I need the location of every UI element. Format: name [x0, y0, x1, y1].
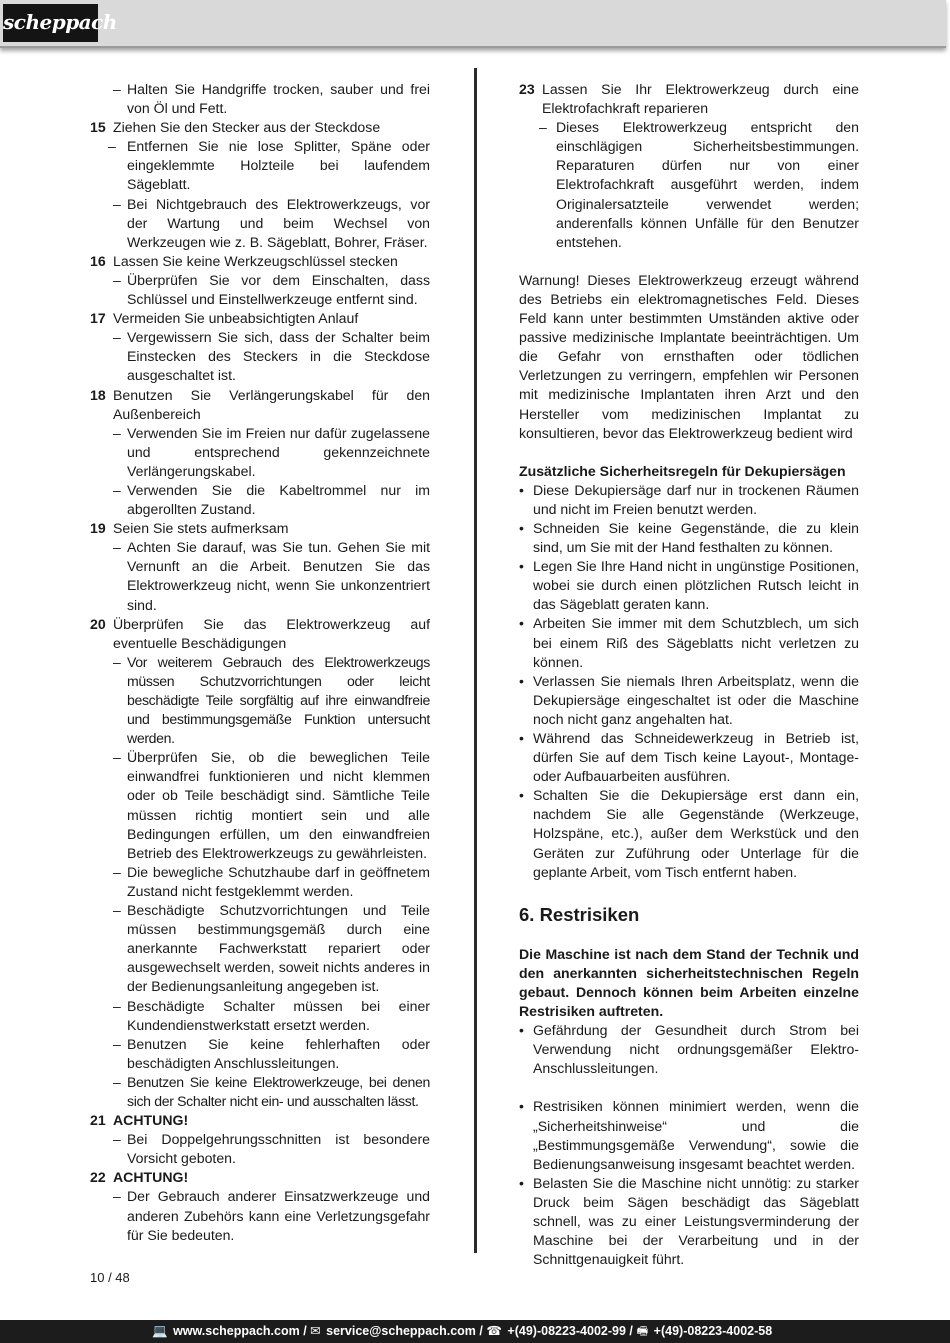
- dash-marker: –: [539, 119, 547, 136]
- list-item-23: [519, 80, 859, 118]
- section-intro: Die Maschine ist nach dem Stand der Technik und den anerkannten sicherheitstechnischen Regeln gebaut. Dennoch können beim Arbeiten einzelne Restrisiken auftreten.: [519, 945, 859, 1020]
- left-column: [90, 80, 430, 1245]
- emf-warning: Warnung! Dieses Elektrowerkzeug erzeugt während des Betriebs ein elektromagnetisches Feld. Dieses Feld kann unter bestimmten Umständen aktive oder passive medizinische Implantate beeinträchtigen. Um die Gefahr von ernsthaften oder tödlichen Verletzungen zu verringern, empfehlen wir Personen mit medizinische Implantaten ihren Arzt und den Hersteller vom medizinischen Implantat zu konsultieren, bevor das Elektrowerkzeug bedient wird: [519, 271, 859, 441]
- list-subitem: – Die bewegliche Schutzhaube darf in geöffnetem Zustand nicht festgeklemmt werden.: [113, 863, 430, 899]
- dash-marker: –: [113, 1035, 121, 1052]
- list-subitem: – Vor weiterem Gebrauch des Elektrowerkzeugs müssen Schutzvorrichtungen oder leicht beschädigte Teile sorgfältig auf ihre einwandfreie und bestimmungsgemäße Funktion untersucht werden.: [113, 653, 430, 747]
- page-number: 10 / 48: [90, 1270, 130, 1285]
- list-item-18: [90, 386, 430, 424]
- item-title: Benutzen Sie Verlängerungskabel für den Außenbereich: [113, 386, 430, 422]
- item-number: 18: [90, 386, 106, 403]
- list-subitem: – Überprüfen Sie, ob die beweglichen Teile einwandfrei funktionieren und nicht klemmen oder ob Teile beschädigt sind. Sämtliche Teile müssen richtig montiert sein und alle Bedingungen erfüllen, um den einwandfreien Betrieb des Elektrowerkzeugs zu gewährleisten.: [113, 749, 430, 861]
- list-subitem: – Entfernen Sie nie lose Splitter, Späne oder eingeklemmte Holzteile bei laufendem Sägeblatt.: [108, 138, 430, 193]
- dash-marker: –: [113, 749, 121, 766]
- dash-marker: –: [113, 1188, 121, 1205]
- list-item-17: [90, 309, 430, 328]
- scheppach-logo: scheppach: [3, 4, 98, 42]
- list-item: • Schalten Sie die Dekupiersäge erst dann ein, nachdem Sie alle Gegenstände (Werkzeuge, Holzspäne, etc.), außer dem Werkstück und den Geräten zur Zuführung oder Unterlage für die geplante Arbeit, vom Tisch entfernt haben.: [519, 787, 859, 880]
- dash-marker: –: [113, 81, 121, 97]
- list-subitem: – Benutzen Sie keine fehlerhaften oder beschädigten Anschlussleitungen.: [113, 1035, 430, 1071]
- column-divider: [474, 68, 477, 1253]
- dash-marker: –: [113, 329, 121, 346]
- list-subitem: – Achten Sie darauf, was Sie tun. Gehen Sie mit Vernunft an die Arbeit. Benutzen Sie das Elektrowerkzeug nicht, wenn Sie unkonzentriert sind.: [113, 539, 430, 613]
- list-item: • Diese Dekupiersäge darf nur in trockenen Räumen und nicht im Freien benutzt werden.: [519, 481, 859, 517]
- list-subitem: – Verwenden Sie im Freien nur dafür zugelassene und entsprechend gekennzeichnete Verlängerungskabel.: [113, 424, 430, 479]
- fax-icon: 🖷: [636, 1324, 649, 1338]
- item-title: Vermeiden Sie unbeabsichtigten Anlauf: [113, 310, 359, 327]
- dash-marker: –: [108, 138, 116, 155]
- item-number: 21: [90, 1112, 106, 1129]
- phone-icon: ☎: [486, 1324, 502, 1338]
- list-item: • Verlassen Sie niemals Ihren Arbeitsplatz, wenn die Dekupiersäge eingeschaltet ist oder die Maschine noch nicht ganz angehalten hat.: [519, 672, 859, 727]
- dash-marker: –: [113, 1131, 121, 1148]
- list-item-15: [90, 118, 430, 137]
- dash-marker: –: [113, 271, 121, 288]
- item-title: Lassen Sie Ihr Elektrowerkzeug durch eine Elektrofachkraft reparieren: [542, 81, 859, 117]
- item-title: Lassen Sie keine Werkzeugschlüssel stecken: [113, 252, 398, 269]
- fax-number: +(49)-08223-4002-58: [653, 1324, 773, 1338]
- dash-marker: –: [113, 653, 121, 670]
- item-title: Seien Sie stets aufmerksam: [113, 520, 289, 537]
- list-subitem: – Beschädigte Schalter müssen bei einer Kundendienstwerkstatt ersetzt werden.: [113, 997, 430, 1033]
- list-item-21: [90, 1111, 430, 1130]
- list-item-19: [90, 519, 430, 538]
- list-subitem: – Der Gebrauch anderer Einsatzwerkzeuge und anderen Zubehörs kann eine Verletzungsgefahr für Sie bedeuten.: [113, 1188, 430, 1243]
- list-item: • Schneiden Sie keine Gegenstände, die zu klein sind, um Sie mit der Hand festhalten zu können.: [519, 519, 859, 556]
- list-subitem: – Bei Nichtgebrauch des Elektrowerkzeugs, vor der Wartung und beim Wechsel von Werkzeugen wie z. B. Sägeblatt, Bohrer, Fräser.: [113, 195, 430, 250]
- list-item: • Restrisiken können minimiert werden, wenn die „Sicherheitshinweise“ und die „Bestimmungsgemäße Verwendung“, sowie die Bedienungsanweisung insgesamt beachtet werden.: [519, 1098, 859, 1172]
- list-item-22: [90, 1168, 430, 1187]
- email-link[interactable]: service@scheppach.com: [326, 1324, 476, 1338]
- item-title: Ziehen Sie den Stecker aus der Steckdose: [113, 119, 381, 136]
- dash-marker: –: [113, 863, 121, 880]
- list-item: • Arbeiten Sie immer mit dem Schutzblech, um sich bei einem Riß des Sägeblatts nicht verletzen zu können.: [519, 615, 859, 670]
- list-subitem: – Benutzen Sie keine Elektrowerkzeuge, bei denen sich der Schalter nicht ein- und ausschalten lässt.: [113, 1073, 430, 1109]
- item-title: ACHTUNG!: [113, 1112, 189, 1129]
- website-link[interactable]: www.scheppach.com: [173, 1324, 300, 1338]
- section-heading: 6. Restrisiken: [519, 903, 640, 925]
- item-number: 19: [90, 520, 106, 537]
- dash-marker: –: [113, 195, 121, 212]
- item-number: 20: [90, 615, 106, 632]
- item-title: Überprüfen Sie das Elektrowerkzeug auf eventuelle Beschädigungen: [113, 615, 430, 651]
- list-subitem: – Vergewissern Sie sich, dass der Schalter beim Einstecken des Steckers in die Steckdose ausgeschaltet ist.: [113, 329, 430, 384]
- item-number: 15: [90, 119, 106, 136]
- list-item-16: [90, 252, 430, 271]
- item-number: 17: [90, 310, 106, 327]
- item-number: 23: [519, 81, 535, 97]
- page-header: [0, 0, 946, 48]
- dash-marker: –: [113, 539, 121, 556]
- phone-number: +(49)-08223-4002-99: [507, 1324, 626, 1338]
- item-number: 22: [90, 1169, 106, 1186]
- list-item: • Belasten Sie die Maschine nicht unnötig: zu starker Druck beim Sägen beschädigt das Sägeblatt schnell, was zu einer Leistungsverminderung der Maschine bei der Verarbeitung und in der Schnittgenauigkeit führt.: [519, 1174, 859, 1268]
- right-column: [519, 80, 859, 1269]
- list-subitem: – Überprüfen Sie vor dem Einschalten, dass Schlüssel und Einstellwerkzeuge entfernt sind.: [113, 271, 430, 308]
- list-item: • Während das Schneidewerkzeug in Betrieb ist, dürfen Sie auf dem Tisch keine Layout-, Montage- oder Aufbauarbeiten ausführen.: [519, 730, 859, 785]
- list-subitem: – Beschädigte Schutzvorrichtungen und Teile müssen bestimmungsgemäß durch eine anerkannte Fachwerkstatt repariert oder ausgewechselt werden, soweit nichts anderes in der Bedienungsanleitung angegeben ist.: [113, 902, 430, 995]
- item-title: ACHTUNG!: [113, 1169, 189, 1186]
- item-number: 16: [90, 252, 106, 269]
- list-subitem: – Halten Sie Handgriffe trocken, sauber und frei von Öl und Fett.: [113, 81, 430, 117]
- list-subitem: – Verwenden Sie die Kabeltrommel nur im abgerollten Zustand.: [113, 481, 430, 518]
- dash-marker: –: [113, 902, 121, 919]
- dash-marker: –: [113, 1073, 121, 1090]
- dash-marker: –: [113, 997, 121, 1014]
- list-subitem: – Dieses Elektrowerkzeug entspricht den einschlägigen Sicherheitsbestimmungen. Reparaturen dürfen nur von einer Elektrofachkraft ausgeführt werden, indem Originalersatzteile verwendet werden; anderenfalls können Unfälle für den Benutzer entstehen.: [539, 119, 859, 250]
- list-subitem: – Bei Doppelgehrungsschnitten ist besondere Vorsicht geboten.: [113, 1131, 430, 1167]
- list-item: • Legen Sie Ihre Hand nicht in ungünstige Positionen, wobei sie durch einen plötzlichen Rutsch leicht in das Sägeblatt geraten kann.: [519, 558, 859, 613]
- email-icon: ✉: [310, 1324, 321, 1338]
- computer-icon: 💻: [152, 1324, 168, 1338]
- page-footer: 💻 www.scheppach.com / ✉ service@scheppach.com / ☎ +(49)-08223-4002-99 / 🖷 +(49)-08223-4002-58: [0, 1320, 950, 1343]
- dash-marker: –: [113, 424, 121, 441]
- dash-marker: –: [113, 481, 121, 498]
- list-item: • Gefährdung der Gesundheit durch Strom bei Verwendung nicht ordnungsgemäßer Elektro-Anschlussleitungen.: [519, 1022, 859, 1077]
- list-item-20: [90, 615, 430, 653]
- section-subheading: Zusätzliche Sicherheitsregeln für Dekupiersägen: [519, 462, 846, 479]
